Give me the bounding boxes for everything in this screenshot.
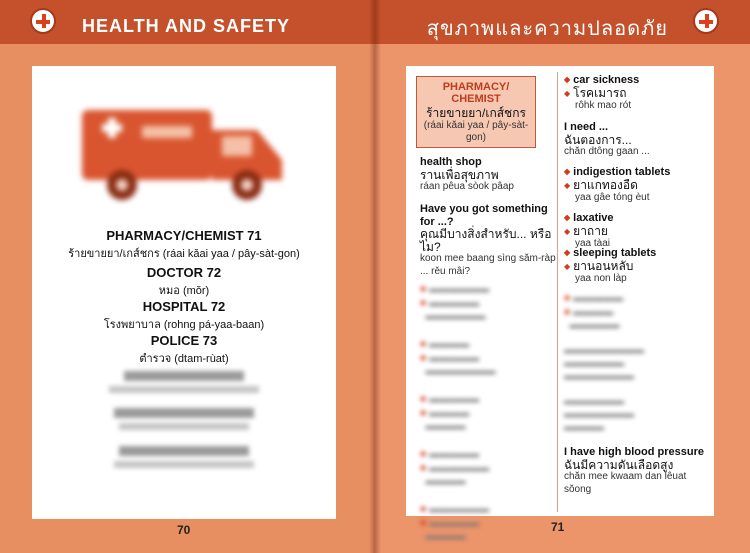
phrase-high-blood-pressure <box>564 446 712 496</box>
phrase-thai: รานเพื่อสุขภาพ <box>420 167 499 182</box>
toc-heading: DOCTOR 72 <box>146 265 222 280</box>
toc-entry-blurred <box>32 446 336 468</box>
toc-subtitle: โรงพยาบาล (rohng pá-yaa-baan) <box>103 319 265 331</box>
phrase-i-need <box>564 121 712 159</box>
toc-entry-police[interactable] <box>32 333 336 367</box>
phrase-roman: chăn mee kwaam dan lêuat sŏong <box>564 471 687 495</box>
phrase-thai: ยาถาย <box>573 223 608 238</box>
bullet-icon: ◆ <box>564 88 571 98</box>
toc-heading: PHARMACY/CHEMIST 71 <box>106 228 262 243</box>
bullet-icon: ◆ <box>564 226 571 236</box>
page-number: 71 <box>551 520 565 534</box>
toc-entry-blurred <box>32 371 336 393</box>
bullet-icon: ◆ <box>564 261 571 271</box>
page-number: 70 <box>177 523 191 537</box>
phrase-roman: ráan pêua sòok pâap <box>420 181 514 192</box>
toc-heading: POLICE 73 <box>150 333 218 348</box>
phrase-car-sickness <box>564 74 712 113</box>
first-aid-icon <box>30 8 56 34</box>
bullet-icon: ◆ <box>564 180 571 190</box>
bullet-icon: ◆ <box>564 75 571 84</box>
chapter-title-thai: สุขภาพและความปลอดภัย <box>426 18 668 40</box>
first-aid-icon <box>693 8 719 34</box>
toc-entry-hospital[interactable] <box>32 299 336 333</box>
phrase-english: Have you got something for ...? <box>420 203 548 228</box>
ambulance-icon <box>72 90 292 210</box>
phrase-roman: chăn dtông gaan ... <box>564 146 650 157</box>
phrase-card <box>406 66 714 542</box>
phrase-sleeping-tablets <box>564 247 712 286</box>
phrase-indigestion-tablets <box>564 166 712 205</box>
toc-heading: HOSPITAL 72 <box>142 299 226 314</box>
toc-entry-blurred <box>32 408 336 430</box>
phrase-roman: koon mee baang sìng săm-ràp ... rěu mâi? <box>420 253 556 277</box>
phrase-english: health shop <box>420 156 482 168</box>
phrase-thai: โรคเมารถ <box>573 85 627 100</box>
column-divider <box>557 72 558 512</box>
phrase-thai: ฉันตองการ... <box>564 132 632 147</box>
phrase-english: indigestion tablets <box>573 166 671 178</box>
phrase-english: I need ... <box>564 121 609 133</box>
phrase-english: sleeping tablets <box>573 247 657 259</box>
phrase-roman: rôhk mao rót <box>575 100 632 111</box>
book-spine <box>369 0 381 553</box>
phrase-have-you-got <box>420 203 556 278</box>
phrase-roman: yaa gâe tóng èut <box>575 192 650 203</box>
toc-subtitle: หมอ (mŏr) <box>158 285 210 297</box>
phrase-laxative <box>564 212 712 251</box>
phrase-thai: คุณมีบางสิ่งสำหรับ... หรือไม? <box>420 227 552 254</box>
contents-card <box>32 66 336 537</box>
phrase-roman: yaa tàai <box>575 238 611 249</box>
phrase-english: I have high blood pressure <box>564 446 704 458</box>
blurred-phrase-list: ◆ ▬▬▬▬▬ ◆ ▬▬▬▬ ▬▬▬▬▬ ▬▬▬▬▬▬▬▬ ▬▬▬▬▬▬ ▬▬▬▬▬▬▬ ▬▬▬▬▬▬ ▬▬▬▬▬▬▬ ▬▬▬▬ <box>564 293 644 433</box>
section-title-thai: ร้ายขายยา/เกส์ชกร <box>426 106 526 120</box>
phrase-english: car sickness <box>573 74 640 86</box>
bullet-icon: ◆ <box>564 167 571 176</box>
bullet-icon: ◆ <box>564 213 571 222</box>
toc-entry-pharmacy[interactable] <box>32 228 336 262</box>
phrase-thai: ยานอนหลับ <box>573 258 634 273</box>
phrase-thai: ยาแกทองอืด <box>573 177 638 192</box>
chapter-title-english: HEALTH AND SAFETY <box>82 16 290 36</box>
bullet-icon: ◆ <box>564 248 571 257</box>
toc-subtitle: ร้ายขายยา/เกส์ชกร (ráai kăai yaa / pây-sàt-gon) <box>68 248 300 260</box>
right-page <box>375 0 750 553</box>
toc-entry-doctor[interactable] <box>32 265 336 299</box>
phrase-thai: ฉันมีความดันเลือดสูง <box>564 457 674 472</box>
phrase-roman: yaa non làp <box>575 273 627 284</box>
toc-subtitle: ตำรวจ (dtam-rùat) <box>139 353 229 365</box>
section-title: PHARMACY/ CHEMIST <box>442 81 510 105</box>
blurred-phrase-list: ◆ ▬▬▬▬▬▬ ◆ ▬▬▬▬▬ ▬▬▬▬▬▬ ◆ ▬▬▬▬ ◆ ▬▬▬▬▬ ▬▬▬▬▬▬▬ ◆ ▬▬▬▬▬ ◆ ▬▬▬▬ ▬▬▬▬ ◆ ▬▬▬▬▬ ◆ ▬▬▬▬▬▬ ▬▬▬▬ ◆ ▬▬▬▬▬▬ ◆ ▬▬▬▬▬ ▬▬▬▬ <box>420 284 496 542</box>
phrase-english: laxative <box>573 212 614 224</box>
section-title-roman: (ráai kăai yaa / pây-sàt-gon) <box>423 120 529 143</box>
section-title-box <box>416 76 536 148</box>
phrase-health-shop <box>420 156 556 194</box>
